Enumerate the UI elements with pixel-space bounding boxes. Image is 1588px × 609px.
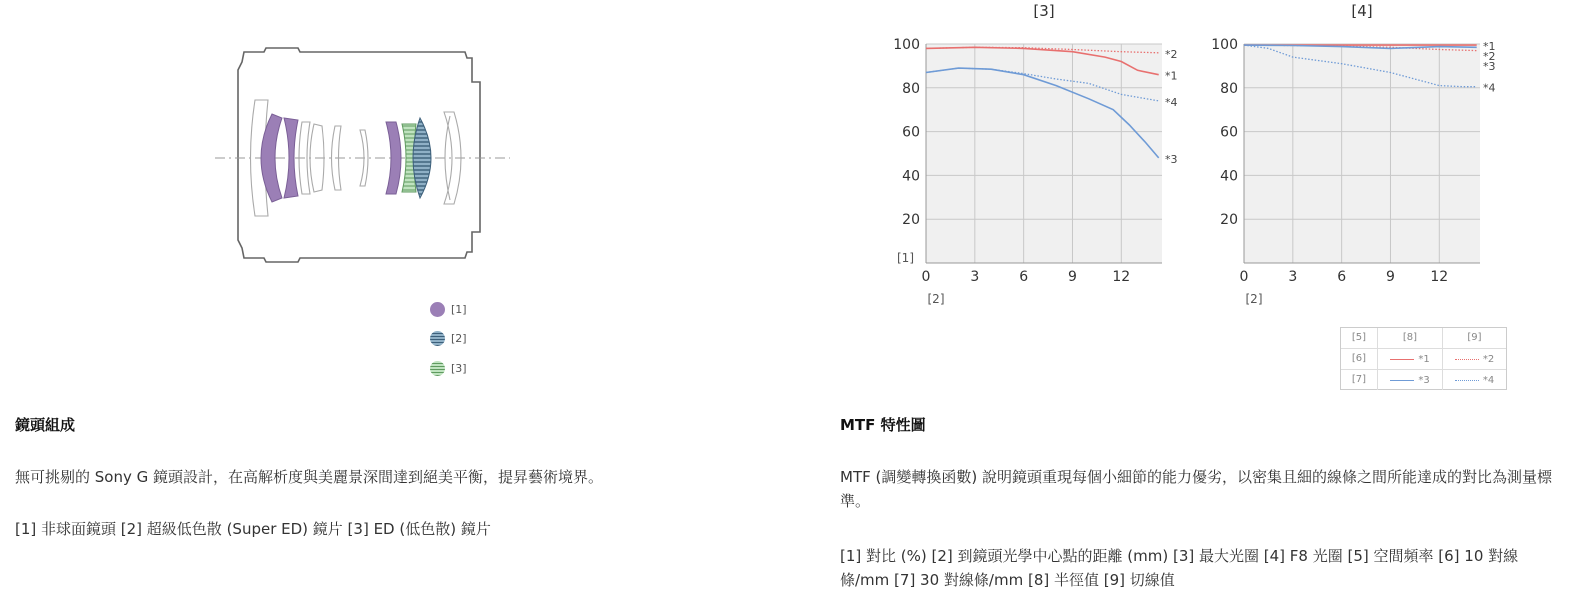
legend-row-label: [7] [1341, 370, 1378, 390]
legend-cell [1443, 370, 1506, 390]
legend-header-tangential: [9] [1467, 332, 1482, 343]
legend-series-label: *3 [1418, 374, 1430, 386]
legend-series-label: *4 [1482, 374, 1495, 386]
lens-notes: [1] 非球面鏡頭 [2] 超級低色散 (Super ED) 鏡片 [3] ED (低色散) 鏡片 [15, 520, 491, 538]
legend-cell [1443, 349, 1506, 369]
x-tick-label: 9 [1068, 269, 1077, 285]
legend-item-ed [430, 361, 467, 376]
y-tick-label: 20 [1220, 212, 1238, 229]
x-tick-label: 3 [970, 269, 980, 285]
x-tick-label: 6 [1019, 269, 1029, 285]
lens-section-title: 鏡頭組成 [15, 416, 76, 434]
legend-cell [1378, 370, 1443, 390]
legend-header-sagittal: [8] [1378, 328, 1443, 348]
plot-area [1244, 44, 1480, 263]
mtf-description: MTF (調變轉換函數) 說明鏡頭重現每個小細節的能力優劣，以密集且細的線條之間所能達成的對比為測量標準。 [840, 468, 1552, 510]
y-tick-label: 80 [902, 80, 920, 97]
legend-label: [1] [451, 303, 467, 316]
legend-item-super-ed [430, 331, 467, 346]
x-tick-label: 0 [921, 269, 931, 285]
legend-line-solid-red [1390, 359, 1414, 360]
chart-title: [4] [1351, 2, 1373, 20]
series-end-label: *3 [1165, 152, 1178, 166]
mtf-section-title: MTF 特性圖 [840, 416, 926, 434]
lens-description: 無可挑剔的 Sony G 鏡頭設計，在高解析度與美麗景深間達到絕美平衡，提昇藝術境界。 [15, 468, 604, 486]
mtf-legend-table [1340, 327, 1507, 390]
series-end-label: *2 [1483, 50, 1496, 64]
x-tick-label: 12 [1112, 269, 1131, 285]
legend-line-dotted-red [1455, 359, 1479, 360]
x-axis-marker: [2] [927, 292, 945, 306]
y-tick-label: 100 [893, 37, 920, 53]
legend-series-label: *1 [1418, 353, 1430, 365]
legend-header-frequency: [5] [1341, 328, 1378, 348]
x-tick-label: 3 [1288, 269, 1298, 285]
series-end-label: *1 [1483, 40, 1496, 54]
legend-line-solid-blue [1390, 380, 1414, 381]
series-end-label: *4 [1483, 81, 1496, 95]
mtf-notes: [1] 對比 (%) [2] 到鏡頭光學中心點的距離 (mm) [3] 最大光圈 [4] F8 光圈 [5] 空間頻率 [6] 10 對線條/mm [7] 30 對線條/mm [8] 半徑值 [9] 切線值 [840, 547, 1519, 589]
x-tick-label: 9 [1386, 269, 1395, 285]
super-ed-swatch [430, 331, 445, 346]
series-end-label: *2 [1165, 47, 1178, 61]
legend-row-label: [6] [1341, 349, 1378, 369]
x-tick-label: 6 [1337, 269, 1347, 285]
legend-line-dotted-blue [1455, 380, 1479, 381]
x-tick-label: 0 [1239, 269, 1249, 285]
legend-label: [2] [451, 332, 467, 345]
y-tick-label: 20 [902, 212, 920, 229]
lens-diagram [210, 40, 520, 280]
aspherical-lens-element [386, 122, 401, 194]
aspherical-swatch [430, 302, 445, 317]
chart-title: [3] [1033, 2, 1055, 20]
y-tick-label: 60 [1220, 124, 1238, 141]
y-tick-label: 40 [902, 168, 920, 185]
x-tick-label: 12 [1430, 269, 1449, 285]
legend-item-aspherical [430, 302, 467, 317]
y-tick-label: 60 [902, 124, 920, 141]
series-end-label: *1 [1165, 69, 1178, 83]
y-tick-label: 80 [1220, 80, 1238, 97]
legend-label: [3] [451, 362, 467, 375]
x-axis-marker: [2] [1245, 292, 1263, 306]
legend-cell [1378, 349, 1443, 369]
series-end-label: *4 [1165, 95, 1178, 109]
legend-series-label: *2 [1482, 353, 1495, 365]
y-tick-label: 100 [1211, 37, 1238, 53]
y-tick-label: 40 [1220, 168, 1238, 185]
ed-swatch [430, 361, 445, 376]
series-end-label: *3 [1483, 60, 1496, 74]
y-axis-marker: [1] [897, 251, 914, 265]
